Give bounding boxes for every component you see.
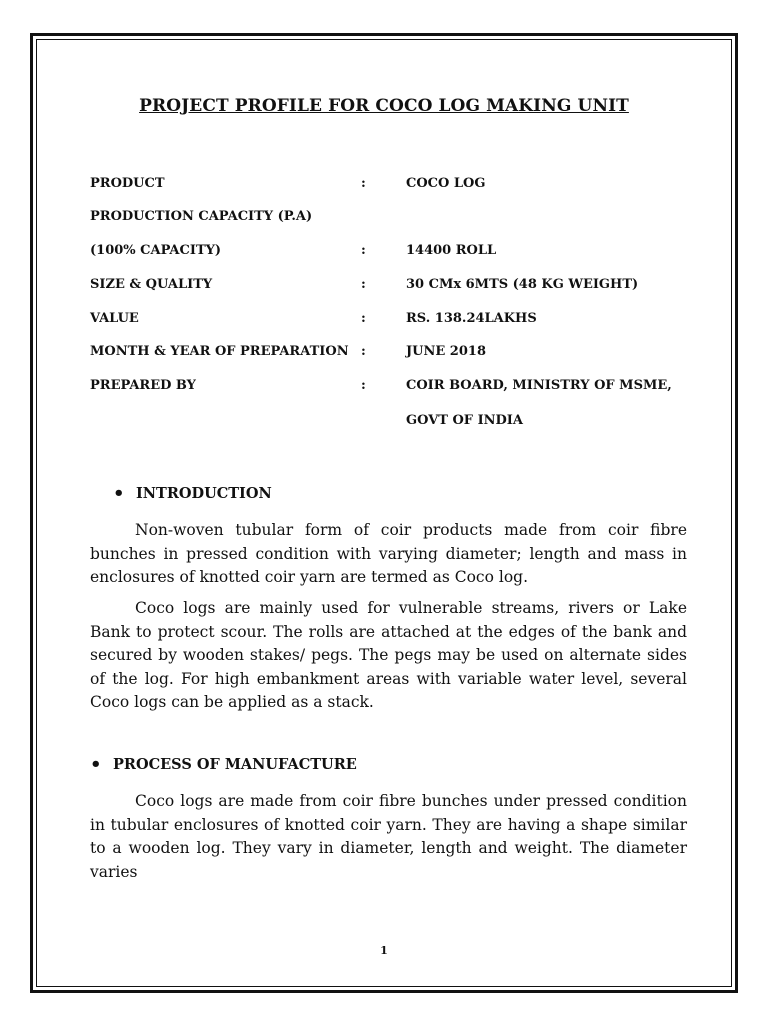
paragraph: Coco logs are made from coir fibre bunches under pressed condition in tubular enclosures of knotted coir yarn. They are having a shape similar to a wooden log. They vary in diameter, length and weight. The diameter varies	[90, 792, 687, 881]
paragraph: Non-woven tubular form of coir products made from coir fibre bunches in pressed condition with varying diameter; length and mass in enclosures of knotted coir yarn are termed as Coco log.	[90, 521, 687, 586]
info-colon: :	[361, 344, 366, 359]
section-heading-text: PROCESS OF MANUFACTURE	[113, 756, 357, 773]
info-colon: :	[361, 378, 366, 393]
info-colon: :	[361, 243, 366, 258]
section-heading-text: INTRODUCTION	[136, 485, 272, 502]
info-label: MONTH & YEAR OF PREPARATION	[90, 344, 349, 359]
info-value: JUNE 2018	[406, 344, 486, 359]
info-value: COCO LOG	[406, 176, 486, 191]
page-number: 1	[380, 944, 388, 957]
info-row-prepared-by	[0, 378, 768, 396]
info-value: COIR BOARD, MINISTRY OF MSME,	[406, 378, 672, 393]
info-label: PRODUCT	[90, 176, 165, 191]
info-value: RS. 138.24LAKHS	[406, 311, 537, 326]
info-label: (100% CAPACITY)	[90, 243, 222, 258]
info-value: 14400 ROLL	[406, 243, 497, 258]
info-row-size-quality	[0, 277, 768, 295]
bullet-icon: •	[90, 754, 102, 775]
info-row-capacity	[0, 243, 768, 261]
document-title: PROJECT PROFILE FOR COCO LOG MAKING UNIT	[139, 96, 629, 116]
info-colon: :	[361, 311, 366, 326]
info-row-prepared-by-cont	[0, 413, 768, 431]
info-row-production-capacity	[0, 209, 768, 227]
info-label: SIZE & QUALITY	[90, 277, 213, 292]
info-value: GOVT OF INDIA	[406, 413, 523, 428]
info-value: 30 CMx 6MTS (48 KG WEIGHT)	[406, 277, 639, 292]
info-row-value	[0, 311, 768, 329]
paragraph: Coco logs are mainly used for vulnerable streams, rivers or Lake Bank to protect scour. The rolls are attached at the edges of the bank and secured by wooden stakes/ pegs. The pegs may be used on alternate sides of the log. For high embankment areas with variable water level, several Coco logs can be applied as a stack.	[90, 599, 687, 711]
info-colon: :	[361, 277, 366, 292]
info-row-product	[0, 176, 768, 194]
info-label: PREPARED BY	[90, 378, 196, 393]
info-label: VALUE	[90, 311, 139, 326]
info-colon: :	[361, 176, 366, 191]
info-label: PRODUCTION CAPACITY (P.A)	[90, 209, 313, 224]
bullet-icon: •	[113, 483, 125, 504]
info-row-month-year	[0, 344, 768, 362]
